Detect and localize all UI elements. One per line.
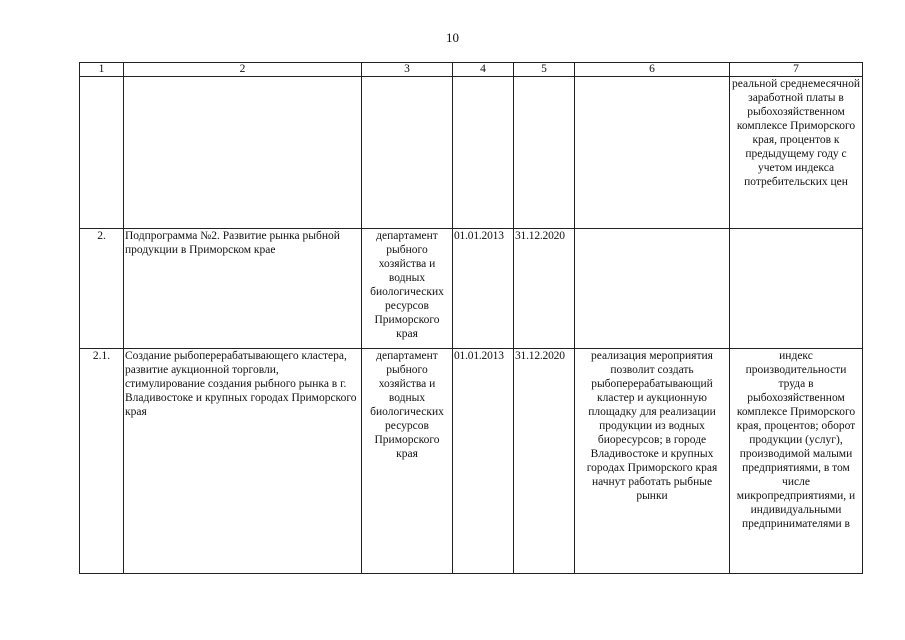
row-number-cell [80, 77, 124, 229]
column-header: 4 [453, 63, 514, 77]
end-date-cell: 31.12.2020 [514, 229, 575, 349]
table-row [80, 349, 863, 574]
start-date-cell: 01.01.2013 [453, 229, 514, 349]
start-date-cell [453, 77, 514, 229]
column-header: 3 [362, 63, 453, 77]
indicator-cell: реальной среднемесячной заработной платы в рыбохозяйственном комплексе Приморского края, процентов к предыдущему году с учетом индекса потребительских цен [730, 77, 863, 229]
column-header: 2 [124, 63, 362, 77]
column-header: 5 [514, 63, 575, 77]
table-row [80, 229, 863, 349]
column-header: 1 [80, 63, 124, 77]
page-number: 10 [446, 30, 459, 45]
column-header: 6 [575, 63, 730, 77]
indicator-cell [730, 229, 863, 349]
row-number-cell: 2. [80, 229, 124, 349]
executor-cell: департамент рыбного хозяйства и водных биологических ресурсов Приморского края [362, 229, 453, 349]
end-date-cell [514, 77, 575, 229]
expected-result-cell [575, 229, 730, 349]
table-row [80, 77, 863, 229]
executor-cell: департамент рыбного хозяйства и водных биологических ресурсов Приморского края [362, 349, 453, 574]
table-header-row [80, 63, 863, 77]
measure-name-cell [124, 77, 362, 229]
executor-cell [362, 77, 453, 229]
end-date-cell: 31.12.2020 [514, 349, 575, 574]
column-header: 7 [730, 63, 863, 77]
expected-result-cell: реализация мероприятия позволит создать рыбоперерабатывающий кластер и аукционную площадку для реализации продукции из водных биоресурсов; в городе Владивостоке и крупных городах Приморского края начнут работать рыбные рынки [575, 349, 730, 574]
measure-name-cell: Подпрограмма №2. Развитие рынка рыбной продукции в Приморском крае [124, 229, 362, 349]
indicator-cell: индекс производительности труда в рыбохозяйственном комплексе Приморского края, процентов; оборот продукции (услуг), производимой малыми предприятиями, в том числе микропредприятиями, и индивидуальными предпринимателями в [730, 349, 863, 574]
measure-name-cell: Создание рыбоперерабатывающего кластера, развитие аукционной торговли, стимулирование создания рыбного рынка в г. Владивостоке и крупных городах Приморского края [124, 349, 362, 574]
expected-result-cell [575, 77, 730, 229]
start-date-cell: 01.01.2013 [453, 349, 514, 574]
row-number-cell: 2.1. [80, 349, 124, 574]
program-table [79, 62, 863, 574]
